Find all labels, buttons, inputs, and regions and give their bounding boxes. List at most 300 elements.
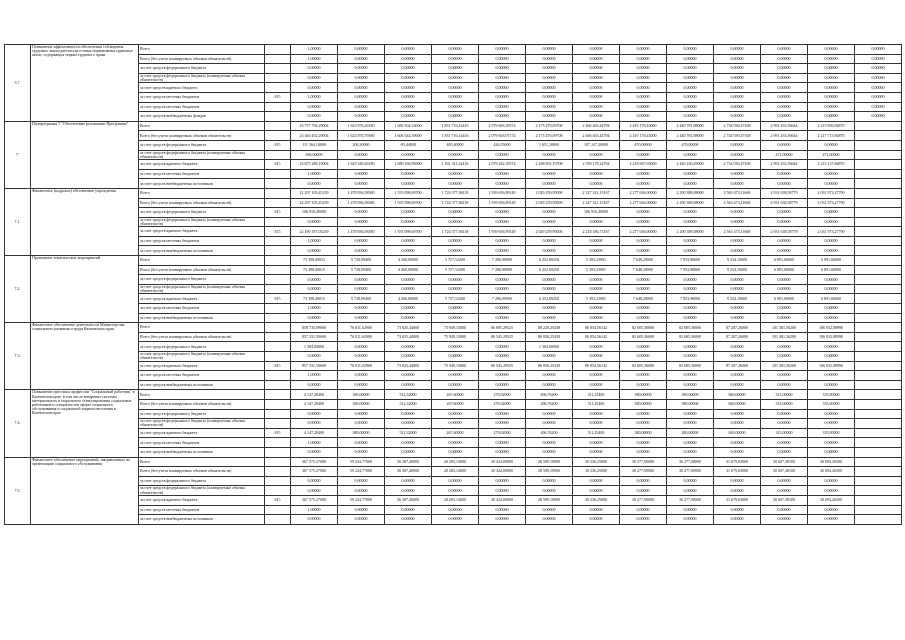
value-cell: 0,00000 — [620, 438, 667, 448]
value-cell: 0,00000 — [573, 179, 620, 189]
value-cell: 5 757,52200 — [432, 256, 479, 266]
value-cell: 0,00000 — [338, 505, 385, 515]
value-cell: 0,00000 — [432, 217, 479, 227]
value-cell: 0,00000 — [667, 438, 714, 448]
budget-code — [265, 179, 291, 189]
value-cell: 30 094,26500 — [808, 457, 855, 467]
value-cell — [855, 313, 902, 323]
value-cell: 0,00000 — [479, 304, 526, 314]
table-row — [5, 361, 902, 371]
value-cell: 7 953,98000 — [667, 256, 714, 266]
value-cell: 0,00000 — [714, 179, 761, 189]
value-cell: 30 607,38100 — [761, 457, 808, 467]
value-cell — [855, 284, 902, 294]
value-cell: 0,00000 — [761, 352, 808, 362]
value-cell: 2 991 433,56644 — [761, 131, 808, 141]
funding-source: за счет средств федерального бюджета (планируемые объемы обязательств) — [139, 150, 265, 160]
value-cell: 0,00000 — [338, 438, 385, 448]
value-cell: 86 854,56142 — [573, 323, 620, 333]
value-cell: 0,00000 — [385, 438, 432, 448]
value-cell: 0,00000 — [855, 83, 902, 93]
value-cell: 0,00000 — [808, 236, 855, 246]
funding-source: за счет средств федерального бюджета — [139, 342, 265, 352]
section-number: 7.2. — [5, 256, 31, 323]
value-cell: 0,00000 — [573, 476, 620, 486]
value-cell: 0,00000 — [291, 246, 338, 256]
value-cell: 0,00000 — [620, 236, 667, 246]
funding-source: за счет средств местных бюджетов — [139, 92, 265, 102]
value-cell: 101 381,56200 — [761, 332, 808, 342]
value-cell: 9 334,10000 — [714, 256, 761, 266]
value-cell: 0,00000 — [291, 476, 338, 486]
value-cell: 2 419 178,43000 — [620, 131, 667, 141]
value-cell: 75 949,13000 — [432, 361, 479, 371]
value-cell: 0,00000 — [808, 217, 855, 227]
funding-source: за счет средств внебюджетных источников — [139, 447, 265, 457]
funding-source: за счет средств местных бюджетов — [139, 169, 265, 179]
value-cell: 0,00000 — [714, 352, 761, 362]
budget-code: 815 — [265, 208, 291, 218]
funding-source: за счет средств внебюджетных источников — [139, 246, 265, 256]
budget-code — [265, 112, 291, 122]
table-row — [5, 112, 902, 122]
table-row — [5, 332, 902, 342]
value-cell — [855, 486, 902, 496]
value-cell: 0,00000 — [761, 236, 808, 246]
value-cell: 0,00000 — [714, 208, 761, 218]
value-cell: 0,00000 — [291, 112, 338, 122]
budget-code: 815 — [265, 495, 291, 505]
section-number: 7. — [5, 121, 31, 188]
value-cell: 2 734 939,47168 — [714, 121, 761, 131]
budget-code — [265, 169, 291, 179]
value-cell: 0,00000 — [432, 45, 479, 55]
value-cell: 0,00000 — [338, 486, 385, 496]
value-cell: 0,00000 — [526, 246, 573, 256]
value-cell: 7 953,98000 — [667, 265, 714, 275]
value-cell: 0,00000 — [432, 304, 479, 314]
value-cell: 0,00000 — [573, 419, 620, 429]
value-cell: 0,00000 — [338, 208, 385, 218]
value-cell: 0,00000 — [714, 275, 761, 285]
section-name: Повышение эффективности обеспечения соблюдения трудовых законодательства и иных нормативных правовых актов, содержащих нормы трудового права — [31, 45, 139, 122]
value-cell: 23 757 794,29004 — [291, 121, 338, 131]
budget-table-body — [5, 45, 902, 525]
value-cell: 0,00000 — [808, 419, 855, 429]
table-row — [5, 256, 902, 266]
table-row — [5, 160, 902, 170]
value-cell: 0,00000 — [808, 505, 855, 515]
table-row — [5, 121, 902, 131]
value-cell: 5 393,23981 — [573, 294, 620, 304]
value-cell: 23 360 452,29004 — [291, 131, 338, 141]
value-cell: 1,00000 — [291, 371, 338, 381]
value-cell: 0,00000 — [479, 169, 526, 179]
budget-code — [265, 217, 291, 227]
value-cell: 0,00000 — [714, 447, 761, 457]
value-cell: 2 563 473,11668 — [714, 198, 761, 208]
funding-source: за счет средств федерального бюджета (планируемые объемы обязательств) — [139, 217, 265, 227]
value-cell: 73 025,44000 — [385, 332, 432, 342]
value-cell: 30 607,38100 — [761, 495, 808, 505]
value-cell: 2 931 638,58779 — [761, 198, 808, 208]
value-cell: 470,00000 — [620, 140, 667, 150]
value-cell: 86 545,29525 — [479, 361, 526, 371]
value-cell: 0,00000 — [526, 304, 573, 314]
value-cell: 86 854,56142 — [573, 361, 620, 371]
value-cell: 0,00000 — [338, 45, 385, 55]
value-cell: 0,00000 — [385, 112, 432, 122]
value-cell: 2 173 479,09708 — [526, 121, 573, 131]
value-cell: 0,00000 — [620, 447, 667, 457]
value-cell: 0,00000 — [714, 73, 761, 83]
value-cell: 0,00000 — [291, 179, 338, 189]
value-cell: 0,00000 — [479, 217, 526, 227]
value-cell: 82 685,36000 — [667, 332, 714, 342]
value-cell: 0,00000 — [338, 112, 385, 122]
budget-code — [265, 246, 291, 256]
value-cell — [855, 294, 902, 304]
value-cell: 380,00000 — [338, 399, 385, 409]
value-cell: 380,00000 — [338, 428, 385, 438]
value-cell: 0,00000 — [526, 208, 573, 218]
value-cell: 0,00000 — [714, 92, 761, 102]
value-cell: 0,00000 — [573, 64, 620, 74]
value-cell: 106 916,40000 — [573, 208, 620, 218]
value-cell: 1 831 311,24416 — [432, 160, 479, 170]
value-cell: 0,00000 — [338, 217, 385, 227]
value-cell: 840,00000 — [714, 428, 761, 438]
value-cell: 0,00000 — [479, 275, 526, 285]
section-name: Финансовое (кадровое) обеспечение учреждения — [31, 188, 139, 255]
value-cell: 2 440 230,29000 — [667, 160, 714, 170]
value-cell: 0,00000 — [761, 419, 808, 429]
value-cell: 0,00000 — [385, 419, 432, 429]
value-cell: 73 398,49815 — [291, 256, 338, 266]
value-cell: 0,00000 — [573, 92, 620, 102]
budget-code — [265, 332, 291, 342]
value-cell: 36 387,40000 — [385, 495, 432, 505]
value-cell: 0,00000 — [573, 102, 620, 112]
budget-code — [265, 150, 291, 160]
value-cell: 840,00000 — [714, 399, 761, 409]
value-cell: 0,00000 — [620, 284, 667, 294]
value-cell: 0,00000 — [573, 515, 620, 525]
value-cell: 0,00000 — [338, 419, 385, 429]
value-cell: 0,00000 — [620, 150, 667, 160]
budget-code — [265, 505, 291, 515]
value-cell: 0,00000 — [385, 284, 432, 294]
value-cell: 0,00000 — [338, 102, 385, 112]
value-cell: 0,00000 — [667, 342, 714, 352]
value-cell: 2 359 178,24794 — [573, 160, 620, 170]
table-row — [5, 217, 902, 227]
value-cell: 0,00000 — [714, 246, 761, 256]
value-cell: 512,32000 — [385, 428, 432, 438]
funding-source: за счет средств местных бюджетов — [139, 371, 265, 381]
value-cell: 0,00000 — [432, 409, 479, 419]
value-cell: 76 011,62900 — [338, 332, 385, 342]
value-cell: 1 384,00000 — [526, 342, 573, 352]
value-cell — [855, 265, 902, 275]
value-cell: 0,00000 — [526, 92, 573, 102]
value-cell: 0,00000 — [432, 275, 479, 285]
funding-source: за счет средств краевого бюджета — [139, 294, 265, 304]
budget-code: 815 — [265, 160, 291, 170]
value-cell: 4 260,00000 — [385, 265, 432, 275]
value-cell: 0,00000 — [808, 486, 855, 496]
value-cell: 73 025,44000 — [385, 323, 432, 333]
value-cell — [855, 505, 902, 515]
budget-code — [265, 45, 291, 55]
budget-code — [265, 54, 291, 64]
value-cell: 0,00000 — [385, 515, 432, 525]
value-cell: 0,00000 — [667, 179, 714, 189]
value-cell: 0,00000 — [526, 505, 573, 515]
value-cell: 0,00000 — [620, 515, 667, 525]
value-cell: 2 277 636,00000 — [620, 188, 667, 198]
value-cell: 0,00000 — [855, 102, 902, 112]
budget-code — [265, 352, 291, 362]
value-cell: 0,00000 — [432, 246, 479, 256]
value-cell — [855, 399, 902, 409]
value-cell: 0,00000 — [761, 342, 808, 352]
funding-source: за счет средств внебюджетных источников — [139, 179, 265, 189]
value-cell: 0,00000 — [620, 275, 667, 285]
value-cell: 0,00000 — [714, 371, 761, 381]
value-cell: 0,00000 — [761, 140, 808, 150]
value-cell: 0,00000 — [291, 64, 338, 74]
value-cell: 2 440 781,88000 — [667, 121, 714, 131]
value-cell: 88 220,25438 — [526, 323, 573, 333]
value-cell: 0,00000 — [573, 380, 620, 390]
section-number: 5.7. — [5, 45, 31, 122]
value-cell: 0,00000 — [385, 150, 432, 160]
value-cell: 0,00000 — [714, 380, 761, 390]
value-cell: 1,00000 — [291, 438, 338, 448]
funding-source: Всего (без учета планируемых объемов обязательств) — [139, 131, 265, 141]
value-cell: 0,00000 — [338, 380, 385, 390]
value-cell — [855, 188, 902, 198]
value-cell: 0,00000 — [761, 217, 808, 227]
budget-code — [265, 371, 291, 381]
value-cell: 0,00000 — [479, 515, 526, 525]
funding-source: за счет средств федерального бюджета — [139, 208, 265, 218]
value-cell: 6 891,60000 — [761, 265, 808, 275]
value-cell: 380,00000 — [620, 399, 667, 409]
value-cell: 0,00000 — [620, 102, 667, 112]
value-cell: 0,00000 — [714, 342, 761, 352]
value-cell: 2 029 259,95000 — [526, 198, 573, 208]
value-cell: 311,25400 — [573, 399, 620, 409]
value-cell: 0,00000 — [855, 54, 902, 64]
value-cell — [855, 515, 902, 525]
section-number: 7.1. — [5, 188, 31, 255]
value-cell: 0,00000 — [667, 64, 714, 74]
funding-source: за счет средств краевого бюджета — [139, 495, 265, 505]
value-cell: 101 381,56200 — [761, 361, 808, 371]
value-cell: 30 277,00000 — [620, 495, 667, 505]
value-cell: 0,00000 — [620, 304, 667, 314]
value-cell — [855, 160, 902, 170]
value-cell: 0,00000 — [620, 486, 667, 496]
value-cell: 2 991 433,56644 — [761, 160, 808, 170]
value-cell: 0,00000 — [808, 409, 855, 419]
value-cell — [855, 217, 902, 227]
value-cell: 7 648,29000 — [620, 256, 667, 266]
value-cell: 267,60000 — [432, 428, 479, 438]
value-cell: 0,00000 — [667, 236, 714, 246]
value-cell: 0,00000 — [385, 380, 432, 390]
value-cell: 380,00000 — [620, 428, 667, 438]
value-cell: 367 575,27000 — [291, 457, 338, 467]
funding-source: за счет средств федерального бюджета — [139, 64, 265, 74]
budget-code — [265, 342, 291, 352]
budget-code — [265, 447, 291, 457]
value-cell: 0,00000 — [432, 112, 479, 122]
table-row — [5, 352, 902, 362]
value-cell: 0,00000 — [385, 371, 432, 381]
value-cell: 7 286,99000 — [479, 294, 526, 304]
value-cell: 30 236,25000 — [573, 495, 620, 505]
value-cell: 0,00000 — [479, 313, 526, 323]
value-cell: 6 252,09250 — [526, 294, 573, 304]
value-cell: 1 606 544,39000 — [385, 131, 432, 141]
value-cell — [855, 246, 902, 256]
value-cell: 0,00000 — [385, 217, 432, 227]
value-cell: 82 605,36000 — [620, 332, 667, 342]
value-cell: 2 029 259,95000 — [526, 188, 573, 198]
value-cell: 0,00000 — [479, 83, 526, 93]
value-cell: 101 381,56200 — [761, 323, 808, 333]
value-cell: 0,00000 — [714, 236, 761, 246]
value-cell: 30 277,00000 — [620, 467, 667, 477]
value-cell: 2 734 939,47168 — [714, 131, 761, 141]
value-cell: 0,00000 — [526, 486, 573, 496]
value-cell: 0,00000 — [667, 419, 714, 429]
value-cell: 106 932,08990 — [808, 323, 855, 333]
value-cell: 0,00000 — [385, 102, 432, 112]
value-cell: 0,00000 — [385, 275, 432, 285]
value-cell: 0,00000 — [479, 64, 526, 74]
value-cell: 0,00000 — [714, 150, 761, 160]
table-row — [5, 399, 902, 409]
value-cell: 2 563 473,11668 — [714, 188, 761, 198]
value-cell: 512,32000 — [385, 390, 432, 400]
value-cell: 9 334,10000 — [714, 294, 761, 304]
value-cell: 0,00000 — [761, 284, 808, 294]
value-cell: 30 236,25000 — [573, 467, 620, 477]
value-cell: 0,00000 — [291, 447, 338, 457]
value-cell: 0,00000 — [432, 371, 479, 381]
value-cell: 59 224,77000 — [338, 467, 385, 477]
value-cell: 0,00000 — [526, 419, 573, 429]
value-cell: 0,00000 — [479, 284, 526, 294]
value-cell: 0,00000 — [526, 73, 573, 83]
value-cell: 2 173 479,09708 — [526, 131, 573, 141]
value-cell: 0,00000 — [808, 73, 855, 83]
budget-code — [265, 265, 291, 275]
value-cell: 1 555 098,69700 — [385, 188, 432, 198]
value-cell: 0,00000 — [714, 83, 761, 93]
value-cell: 0,00000 — [526, 447, 573, 457]
value-cell: 0,00000 — [385, 169, 432, 179]
value-cell: 1 651,20000 — [526, 140, 573, 150]
value-cell: 106 932,08990 — [808, 361, 855, 371]
value-cell: 1 680 166,95000 — [385, 160, 432, 170]
value-cell: 0,00000 — [714, 419, 761, 429]
value-cell: 30 277,00000 — [667, 467, 714, 477]
table-row — [5, 294, 902, 304]
value-cell: 0,00000 — [291, 380, 338, 390]
value-cell: 0,00000 — [526, 380, 573, 390]
value-cell: 0,00000 — [526, 438, 573, 448]
value-cell: 1 478 836,58380 — [338, 188, 385, 198]
value-cell: 7 648,29000 — [620, 294, 667, 304]
value-cell: 0,00000 — [667, 246, 714, 256]
value-cell: 1,00000 — [291, 169, 338, 179]
value-cell: 30 094,26500 — [808, 467, 855, 477]
value-cell: 31 679,03000 — [714, 495, 761, 505]
value-cell: 315,00000 — [761, 428, 808, 438]
value-cell — [855, 419, 902, 429]
value-cell: 2 277 636,00000 — [620, 227, 667, 237]
budget-code — [265, 236, 291, 246]
value-cell: 0,00000 — [526, 150, 573, 160]
value-cell: 0,00000 — [385, 45, 432, 55]
value-cell: 0,00000 — [479, 505, 526, 515]
value-cell: 0,00000 — [808, 169, 855, 179]
value-cell — [855, 208, 902, 218]
budget-code — [265, 131, 291, 141]
value-cell: 1,00000 — [291, 45, 338, 55]
value-cell — [855, 179, 902, 189]
value-cell: 0,00000 — [761, 246, 808, 256]
value-cell: 1 831 716,14416 — [432, 121, 479, 131]
value-cell: 0,00000 — [761, 179, 808, 189]
value-cell: 0,00000 — [667, 92, 714, 102]
value-cell: 315,00000 — [761, 399, 808, 409]
value-cell: 0,00000 — [573, 505, 620, 515]
value-cell: 75 949,13000 — [432, 332, 479, 342]
table-row — [5, 467, 902, 477]
value-cell: 2 079 242,39574 — [479, 160, 526, 170]
value-cell: 0,00000 — [526, 352, 573, 362]
value-cell: 0,00000 — [479, 73, 526, 83]
value-cell: 0,00000 — [479, 447, 526, 457]
value-cell: 0,00000 — [432, 419, 479, 429]
value-cell: 0,00000 — [432, 447, 479, 457]
value-cell: 0,00000 — [620, 83, 667, 93]
value-cell: 0,00000 — [808, 284, 855, 294]
value-cell: 31 679,03000 — [714, 457, 761, 467]
value-cell: 0,00000 — [714, 284, 761, 294]
value-cell: 0,00000 — [714, 476, 761, 486]
value-cell: 0,00000 — [761, 73, 808, 83]
value-cell: 0,00000 — [808, 54, 855, 64]
value-cell: 0,00000 — [479, 54, 526, 64]
value-cell: 0,00000 — [573, 304, 620, 314]
value-cell: 0,00000 — [620, 92, 667, 102]
value-cell: 472,00000 — [761, 150, 808, 160]
value-cell: 0,00000 — [338, 150, 385, 160]
value-cell: 0,00000 — [808, 45, 855, 55]
value-cell: 380,00000 — [667, 390, 714, 400]
value-cell: 0,00000 — [291, 486, 338, 496]
value-cell: 0,00000 — [526, 476, 573, 486]
table-row — [5, 438, 902, 448]
value-cell: 0,00000 — [761, 476, 808, 486]
